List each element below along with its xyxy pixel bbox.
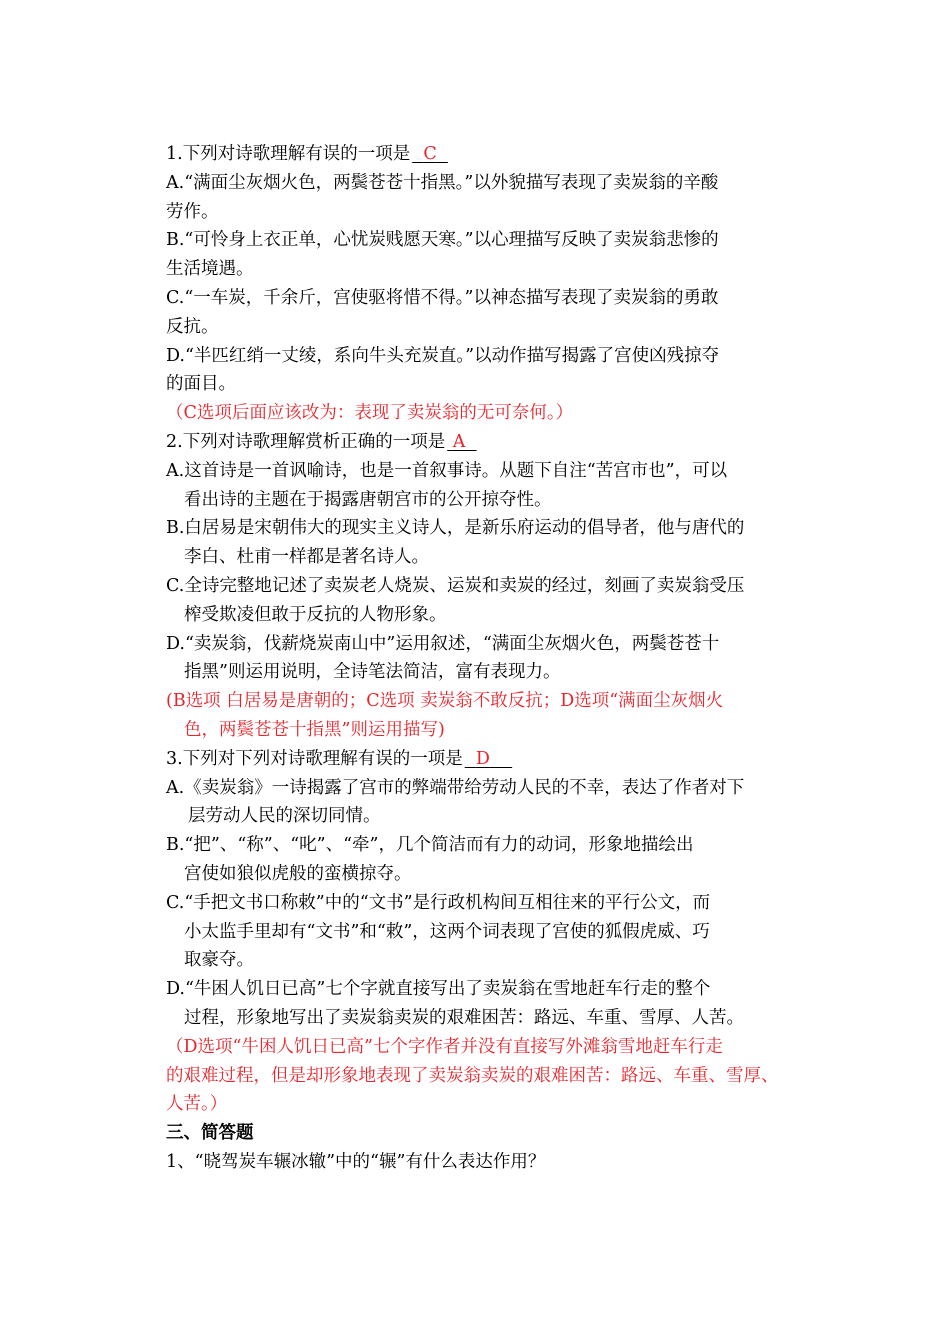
q1-note: （C选项后面应该改为：表现了卖炭翁的无可奈何。） bbox=[166, 403, 574, 424]
q2-answer: A bbox=[452, 431, 466, 452]
q3-stem: 3.下列对下列对诗歌理解有误的一项是 D bbox=[166, 745, 806, 774]
q2-option-b: B.白居易是宋朝伟大的现实主义诗人，是新乐府运动的倡导者，他与唐代的 李白、杜甫一样都是著名诗人。 bbox=[166, 518, 745, 568]
q1-answer: C bbox=[423, 144, 437, 164]
q2-answer-blank bbox=[445, 428, 478, 457]
q3-note: （D选项“牛困人饥日已高”七个字作者并没有直接写外滩翁雪地赶车行走 的艰难过程，但是却形象地表现了卖炭翁卖炭的艰难困苦：路远、车重、雪厚、 人苦。） bbox=[166, 1036, 779, 1115]
q1-option-b: B.“可怜身上衣正单，心忧炭贱愿天寒。”以心理描写反映了卖炭翁悲惨的 生活境遇。 bbox=[166, 230, 719, 280]
q1-option-d: D.“半匹红绡一丈绫，系向牛头充炭直。”以动作描写揭露了宫使凶残掠夺 的面目。 bbox=[166, 345, 720, 395]
q3-answer: D bbox=[475, 748, 490, 769]
q3-option-a: A.《卖炭翁》一诗揭露了宫市的弊端带给劳动人民的不幸，表达了作者对下 层劳动人民的深切同情。 bbox=[166, 777, 745, 827]
q3-option-c: C.“手把文书口称敕”中的“文书”是行政机构间互相往来的平行公文，而 小太监手里却有“文书”和“敕”，这两个词表现了宫使的狐假虎威、巧 取豪夺。 bbox=[166, 892, 711, 971]
q1-stem: 1.下列对诗歌理解有误的一项是 C bbox=[166, 140, 806, 169]
q2-note: (B选项 白居易是唐朝的；C选项 卖炭翁不敢反抗；D选项“满面尘灰烟火 色，两鬓苍苍十指黑”则运用描写) bbox=[166, 691, 724, 740]
q1-option-c: C.“一车炭，千余斤，宫使驱将惜不得。”以神态描写表现了卖炭翁的勇敢 反抗。 bbox=[166, 287, 719, 337]
q3-answer-blank bbox=[463, 745, 514, 774]
short-answer-q1: 1、“晓驾炭车辗冰辙”中的“辗”有什么表达作用？ bbox=[166, 1151, 546, 1172]
q1-option-a: A.“满面尘灰烟火色，两鬓苍苍十指黑。”以外貌描写表现了卖炭翁的辛酸 劳作。 bbox=[166, 172, 719, 222]
q2-option-d: D.“卖炭翁，伐薪烧炭南山中”运用叙述，“满面尘灰烟火色，两鬓苍苍十 指黑”则运用说明，全诗笔法简洁，富有表现力。 bbox=[166, 633, 720, 683]
q3-option-b: B.“把”、“称”、“叱”、“牵”，几个简洁而有力的动词，形象地描绘出 宫使如狼似虎般的蛮横掠夺。 bbox=[166, 835, 694, 884]
q2-option-c: C.全诗完整地记述了卖炭老人烧炭、运炭和卖炭的经过，刻画了卖炭翁受压 榨受欺凌但敢于反抗的人物形象。 bbox=[166, 575, 745, 625]
q1-answer-blank bbox=[410, 140, 450, 169]
q2-option-a: A.这首诗是一首讽喻诗，也是一首叙事诗。从题下自注“苦宫市也”，可以 看出诗的主题在于揭露唐朝宫市的公开掠夺性。 bbox=[166, 460, 728, 510]
q3-option-d: D.“牛困人饥日已高”七个字就直接写出了卖炭翁在雪地赶车行走的整个 过程，形象地写出了卖炭翁卖炭的艰难困苦：路远、车重、雪厚、人苦。 bbox=[166, 979, 744, 1028]
section-heading: 三、简答题 bbox=[166, 1123, 254, 1144]
q2-stem: 2.下列对诗歌理解赏析正确的一项是 A bbox=[166, 428, 806, 457]
document-page bbox=[166, 140, 806, 1177]
